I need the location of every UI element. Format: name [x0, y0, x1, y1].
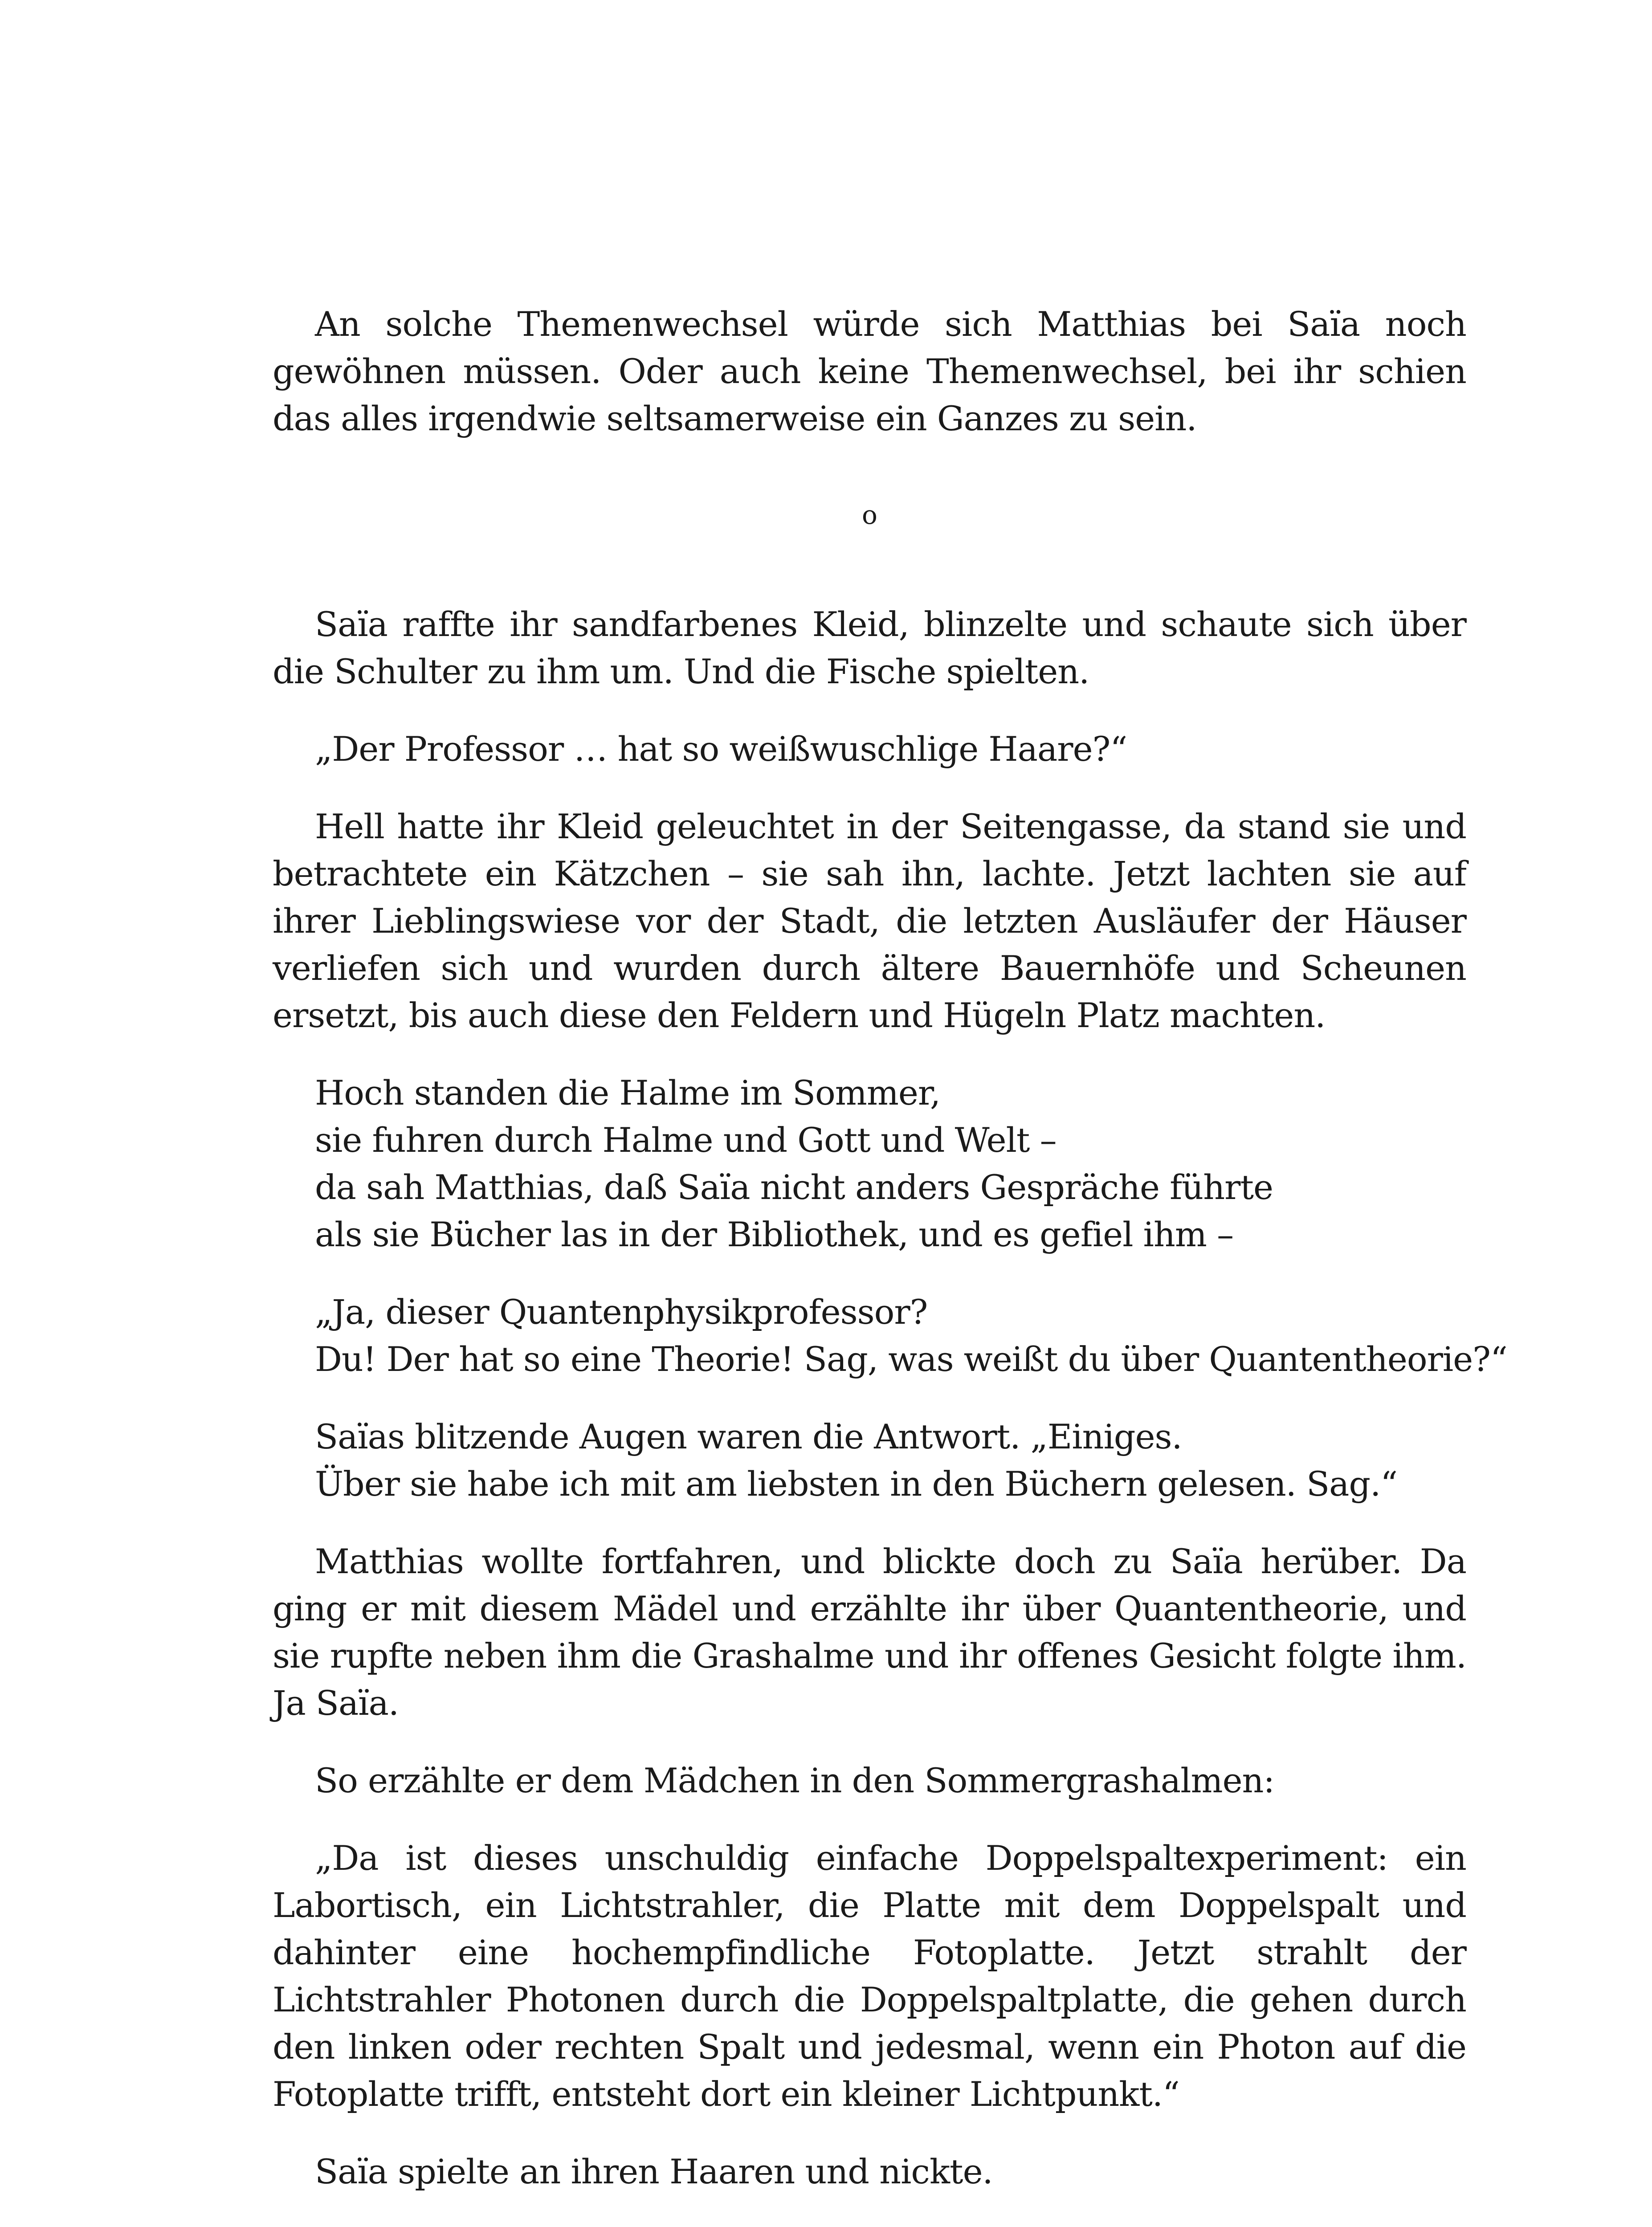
paragraph-saia-nickte: Saïa spielte an ihren Haaren und nickte. — [315, 2152, 993, 2191]
verse-line: Über sie habe ich mit am liebsten in den Büchern gelesen. Sag.“ — [315, 1464, 1398, 1504]
paragraph-so-erzaehlte: So erzählte er dem Mädchen in den Sommergrashalmen: — [315, 1761, 1275, 1800]
text-body — [273, 301, 1507, 2226]
verse-line: da sah Matthias, daß Saïa nicht anders Gespräche führte — [315, 1167, 1273, 1207]
paragraph-seitengasse: Hell hatte ihr Kleid geleuchtet in der Seitengasse, da stand sie und betrachtete ein Kätzchen – sie sah ihn, lachte. Jetzt lachten sie auf ihrer Lieblingswiese vor der Stadt, die letzten Ausläufer der Häuser verliefen sich und wurden durch ältere Bauernhöfe und Scheunen ersetzt, bis auch diese den Feldern und Hügeln Platz machten. — [273, 807, 1466, 1035]
paragraph-doppelspalt: „Da ist dieses unschuldig einfache Doppelspaltexperiment: ein Labortisch, ein Lichtstrahler, die Platte mit dem Doppelspalt und dahinter eine hochempfindliche Fotoplatte. Jetzt strahlt der Lichtstrahler Photonen durch die Doppelspaltplatte, die gehen durch den linken oder rechten Spalt und jedesmal, wenn ein Photon auf die Fotoplatte trifft, entsteht dort ein kleiner Lichtpunkt.“ — [273, 1838, 1466, 2114]
verse-saias-augen — [315, 1413, 1466, 1508]
verse-line: „Ja, dieser Quantenphysikprofessor? — [315, 1292, 928, 1332]
verse-quantenprofessor — [315, 1289, 1507, 1383]
verse-line: sie fuhren durch Halme und Gott und Welt – — [315, 1120, 1056, 1160]
verse-line: Saïas blitzende Augen waren die Antwort. „Einiges. — [315, 1417, 1182, 1456]
paragraph-themenwechsel: An solche Themenwechsel würde sich Matthias bei Saïa noch gewöhnen müssen. Oder auch keine Themenwechsel, bei ihr schien das alles irgendwie seltsamerweise ein Ganzes zu sein. — [273, 304, 1466, 438]
paragraph-professor-quote: „Der Professor … hat so weißwuschlige Haare?“ — [315, 729, 1127, 769]
verse-line: als sie Bücher las in der Bibliothek, und es gefiel ihm – — [315, 1215, 1234, 1254]
section-separator: o — [862, 500, 877, 530]
verse-line: Hoch standen die Halme im Sommer, — [315, 1073, 941, 1113]
paragraph-matthias-fortfahren: Matthias wollte fortfahren, und blickte doch zu Saïa herüber. Da ging er mit diesem Mädel und erzählte ihr über Quantentheorie, und sie rupfte neben ihm die Grashalme und ihr offenes Gesicht folgte ihm. Ja Saïa. — [273, 1542, 1466, 1723]
verse-halme — [315, 1069, 1466, 1258]
verse-line: Du! Der hat so eine Theorie! Sag, was weißt du über Quantentheorie?“ — [315, 1339, 1507, 1379]
paragraph-saia-kleid: Saïa raffte ihr sandfarbenes Kleid, blinzelte und schaute sich über die Schulter zu ihm um. Und die Fische spielten. — [273, 604, 1466, 691]
